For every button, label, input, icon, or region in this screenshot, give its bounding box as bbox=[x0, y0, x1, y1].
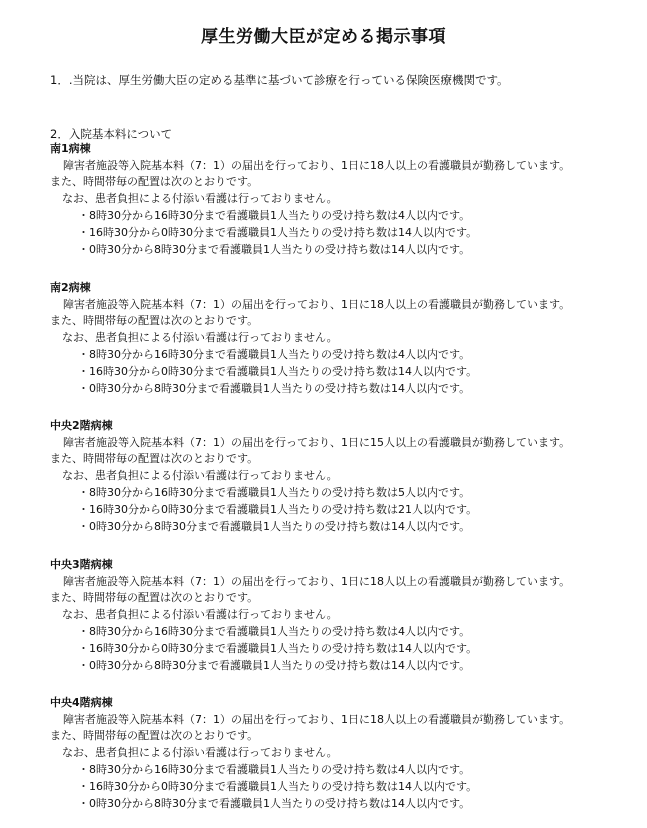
ward-standard: 障害者施設等入院基本料（7：1）の届出を行っており、1日に18人以上の看護職員が勤務しています。 bbox=[63, 159, 571, 172]
ward-standard: 障害者施設等入院基本料（7：1）の届出を行っており、1日に18人以上の看護職員が勤務しています。 bbox=[63, 575, 571, 588]
ward-arrangement-intro: また、時間帯毎の配置は次のとおりです。 bbox=[50, 314, 259, 327]
ward-attendant-note: なお、患者負担による付添い看護は行っておりません。 bbox=[62, 192, 338, 205]
ward-shift-night: ・0時30分から8時30分まで看護職員1人当たりの受け持ち数は14人以内です。 bbox=[78, 520, 471, 533]
ward-arrangement-intro: また、時間帯毎の配置は次のとおりです。 bbox=[50, 729, 259, 742]
ward-shift-evening: ・16時30分から0時30分まで看護職員1人当たりの受け持ち数は14人以内です。 bbox=[78, 780, 478, 793]
ward-shift-evening: ・16時30分から0時30分まで看護職員1人当たりの受け持ち数は21人以内です。 bbox=[78, 503, 478, 516]
ward-name: 中央2階病棟 bbox=[50, 419, 113, 432]
ward-name: 中央4階病棟 bbox=[50, 696, 113, 709]
ward-shift-evening: ・16時30分から0時30分まで看護職員1人当たりの受け持ち数は14人以内です。 bbox=[78, 365, 478, 378]
ward-arrangement-intro: また、時間帯毎の配置は次のとおりです。 bbox=[50, 452, 259, 465]
ward-attendant-note: なお、患者負担による付添い看護は行っておりません。 bbox=[62, 746, 338, 759]
ward-arrangement-intro: また、時間帯毎の配置は次のとおりです。 bbox=[50, 175, 259, 188]
insurance-notice: 1．.当院は、厚生労働大臣の定める基準に基づいて診療を行っている保険医療機関です。 bbox=[50, 73, 509, 87]
ward-name: 南1病棟 bbox=[50, 142, 91, 155]
ward-name: 中央3階病棟 bbox=[50, 558, 113, 571]
ward-attendant-note: なお、患者負担による付添い看護は行っておりません。 bbox=[62, 608, 338, 621]
ward-standard: 障害者施設等入院基本料（7：1）の届出を行っており、1日に15人以上の看護職員が勤務しています。 bbox=[63, 436, 571, 449]
ward-shift-evening: ・16時30分から0時30分まで看護職員1人当たりの受け持ち数は14人以内です。 bbox=[78, 226, 478, 239]
ward-standard: 障害者施設等入院基本料（7：1）の届出を行っており、1日に18人以上の看護職員が勤務しています。 bbox=[63, 713, 571, 726]
ward-attendant-note: なお、患者負担による付添い看護は行っておりません。 bbox=[62, 469, 338, 482]
ward-shift-night: ・0時30分から8時30分まで看護職員1人当たりの受け持ち数は14人以内です。 bbox=[78, 659, 471, 672]
ward-shift-night: ・0時30分から8時30分まで看護職員1人当たりの受け持ち数は14人以内です。 bbox=[78, 243, 471, 256]
ward-shift-day: ・8時30分から16時30分まで看護職員1人当たりの受け持ち数は4人以内です。 bbox=[78, 625, 471, 638]
ward-attendant-note: なお、患者負担による付添い看護は行っておりません。 bbox=[62, 331, 338, 344]
ward-shift-evening: ・16時30分から0時30分まで看護職員1人当たりの受け持ち数は14人以内です。 bbox=[78, 642, 478, 655]
ward-shift-night: ・0時30分から8時30分まで看護職員1人当たりの受け持ち数は14人以内です。 bbox=[78, 382, 471, 395]
ward-shift-day: ・8時30分から16時30分まで看護職員1人当たりの受け持ち数は4人以内です。 bbox=[78, 209, 471, 222]
ward-standard: 障害者施設等入院基本料（7：1）の届出を行っており、1日に18人以上の看護職員が勤務しています。 bbox=[63, 298, 571, 311]
section-heading: 2．入院基本料について bbox=[50, 127, 173, 141]
ward-name: 南2病棟 bbox=[50, 281, 91, 294]
page-title: 厚生労働大臣が定める掲示事項 bbox=[201, 27, 446, 47]
ward-shift-night: ・0時30分から8時30分まで看護職員1人当たりの受け持ち数は14人以内です。 bbox=[78, 797, 471, 810]
ward-shift-day: ・8時30分から16時30分まで看護職員1人当たりの受け持ち数は5人以内です。 bbox=[78, 486, 471, 499]
ward-shift-day: ・8時30分から16時30分まで看護職員1人当たりの受け持ち数は4人以内です。 bbox=[78, 763, 471, 776]
ward-shift-day: ・8時30分から16時30分まで看護職員1人当たりの受け持ち数は4人以内です。 bbox=[78, 348, 471, 361]
ward-arrangement-intro: また、時間帯毎の配置は次のとおりです。 bbox=[50, 591, 259, 604]
